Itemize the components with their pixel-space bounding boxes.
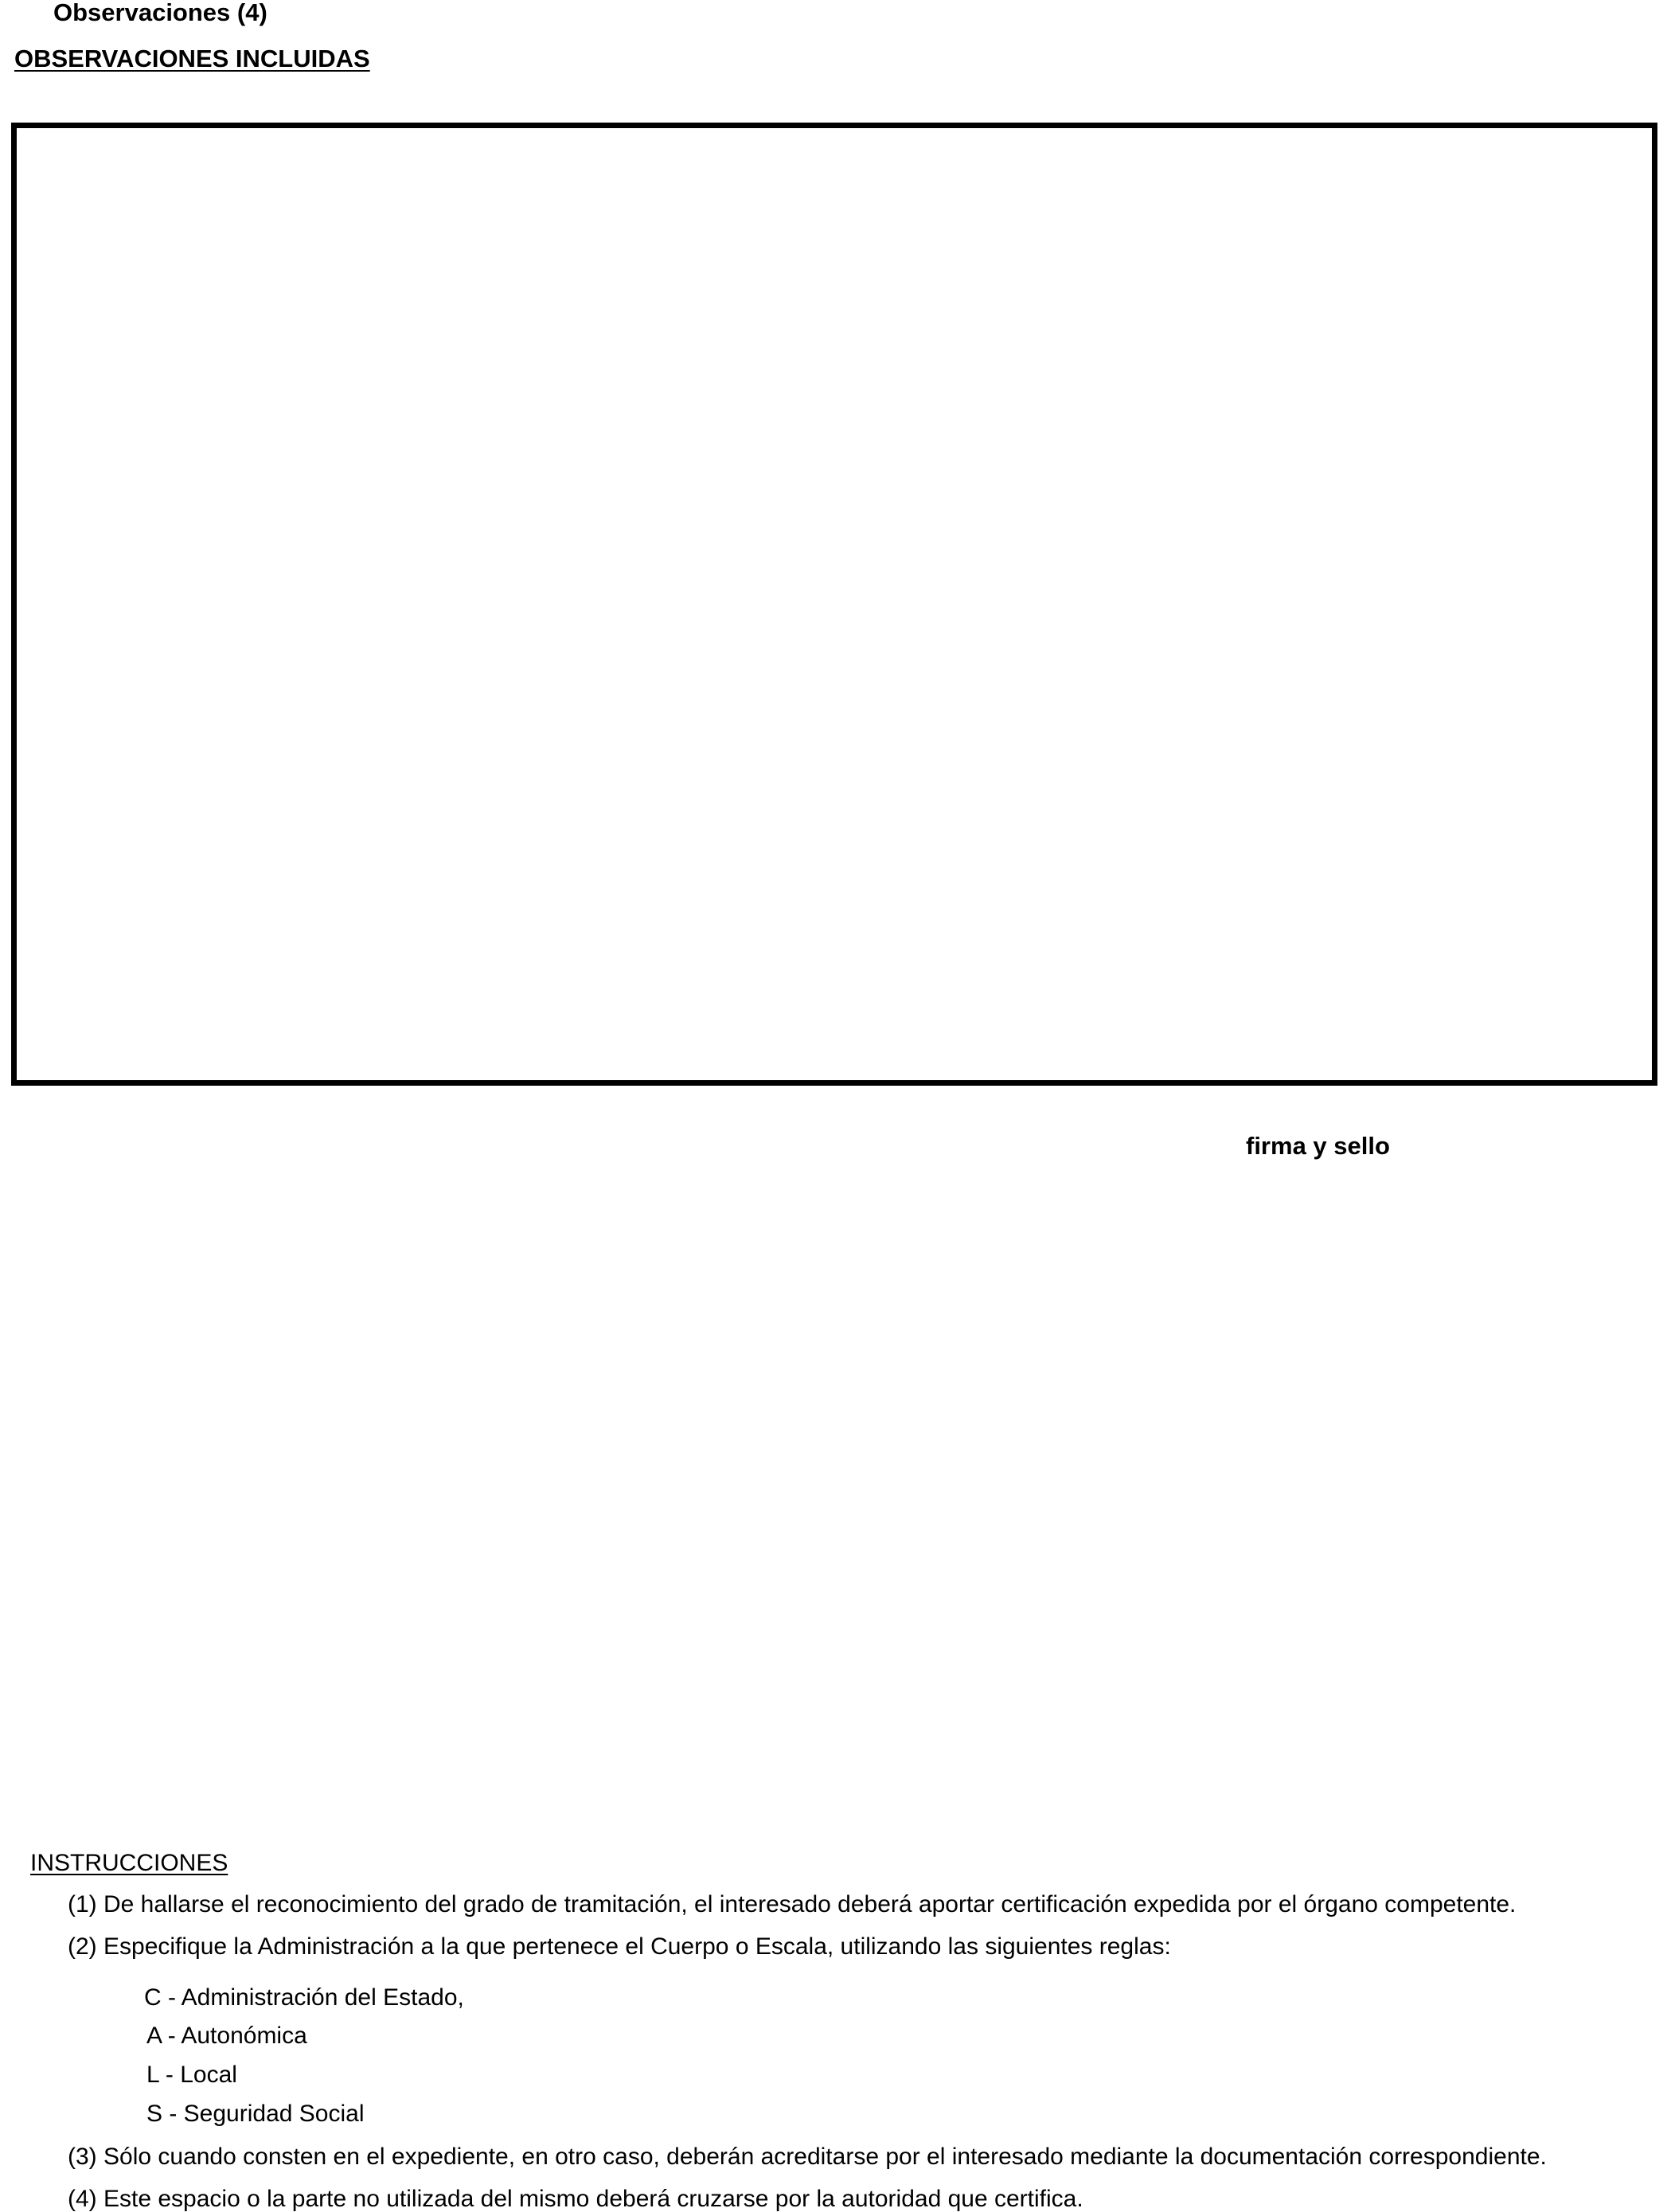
instruction-item-4: (4) Este espacio o la parte no utilizada del mismo deberá cruzarse por la autoridad que certifica. xyxy=(68,2186,1083,2212)
instruction-item-2: (2) Especifique la Administración a la que pertenece el Cuerpo o Escala, utilizando las siguientes reglas: xyxy=(68,1933,1171,1960)
instrucciones-heading: INSTRUCCIONES xyxy=(30,1850,228,1876)
instruction-item-3: (3) Sólo cuando consten en el expediente, en otro caso, deberán acreditarse por el interesado mediante la documentación correspondiente. xyxy=(68,2144,1547,2170)
instruction-item-1: (1) De hallarse el reconocimiento del grado de tramitación, el interesado deberá aportar certificación expedida por el órgano competente. xyxy=(68,1891,1517,1917)
observaciones-title: Observaciones (4) xyxy=(53,0,267,26)
rule-item-l: L - Local xyxy=(146,2062,237,2088)
observaciones-incluidas-heading: OBSERVACIONES INCLUIDAS xyxy=(14,45,370,72)
rule-item-s: S - Seguridad Social xyxy=(146,2101,365,2127)
firma-y-sello-label: firma y sello xyxy=(1246,1132,1390,1160)
observaciones-box xyxy=(11,123,1657,1086)
rule-item-a: A - Autonómica xyxy=(146,2023,307,2049)
rule-item-c: C - Administración del Estado, xyxy=(144,1984,464,2011)
